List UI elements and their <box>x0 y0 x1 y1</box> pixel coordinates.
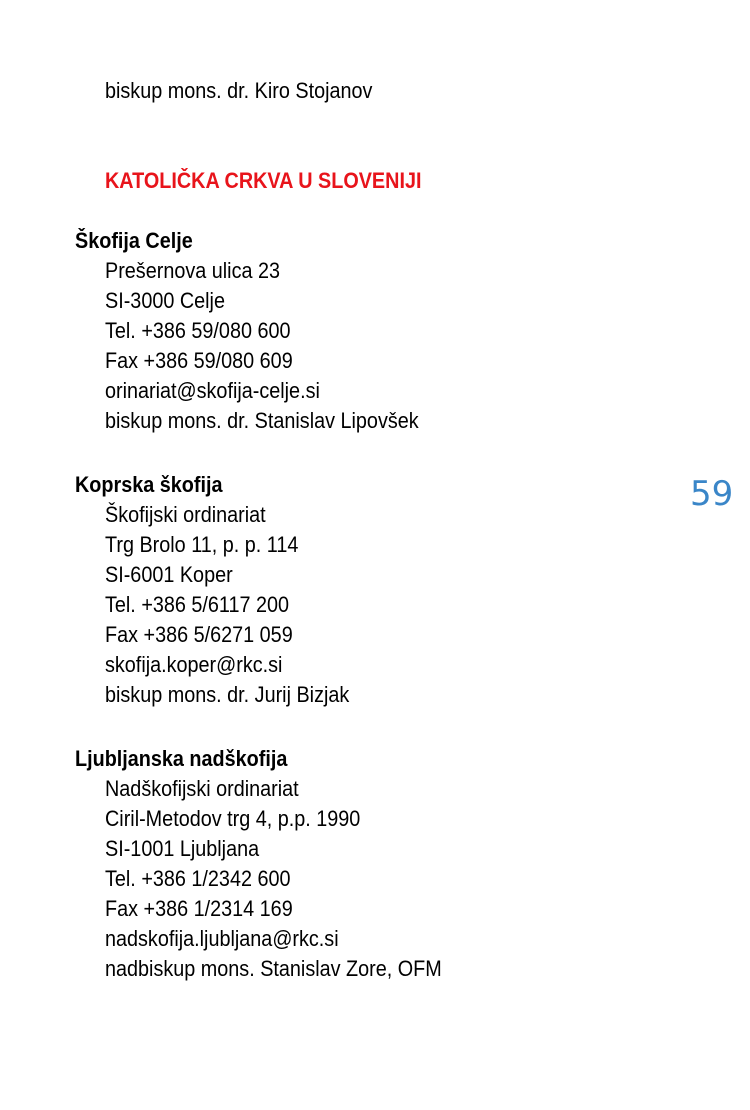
postal-line: SI-1001 Ljubljana <box>105 836 260 861</box>
email-line: skofija.koper@rkc.si <box>105 652 283 677</box>
diocese-heading: Koprska škofija <box>75 472 223 497</box>
bishop-line: biskup mons. dr. Kiro Stojanov <box>105 78 373 103</box>
section-title: KATOLIČKA CRKVA U SLOVENIJI <box>105 168 422 193</box>
fax-line: Fax +386 59/080 609 <box>105 348 293 373</box>
office-line: Škofijski ordinariat <box>105 502 266 527</box>
address-line: Ciril-Metodov trg 4, p.p. 1990 <box>105 806 361 831</box>
email-line: orinariat@skofija-celje.si <box>105 378 320 403</box>
email-line: nadskofija.ljubljana@rkc.si <box>105 926 339 951</box>
fax-line: Fax +386 5/6271 059 <box>105 622 293 647</box>
postal-line: SI-3000 Celje <box>105 288 225 313</box>
phone-line: Tel. +386 5/6117 200 <box>105 592 290 617</box>
bishop-line: nadbiskup mons. Stanislav Zore, OFM <box>105 956 442 981</box>
fax-line: Fax +386 1/2314 169 <box>105 896 293 921</box>
office-line: Nadškofijski ordinariat <box>105 776 299 801</box>
phone-line: Tel. +386 59/080 600 <box>105 318 291 343</box>
phone-line: Tel. +386 1/2342 600 <box>105 866 291 891</box>
bishop-line: biskup mons. dr. Stanislav Lipovšek <box>105 408 419 433</box>
page-number: 59 <box>690 474 734 514</box>
diocese-heading: Ljubljanska nadškofija <box>75 746 288 771</box>
address-line: Trg Brolo 11, p. p. 114 <box>105 532 299 557</box>
postal-line: SI-6001 Koper <box>105 562 233 587</box>
bishop-line: biskup mons. dr. Jurij Bizjak <box>105 682 350 707</box>
diocese-heading: Škofija Celje <box>75 228 193 253</box>
address-line: Prešernova ulica 23 <box>105 258 281 283</box>
